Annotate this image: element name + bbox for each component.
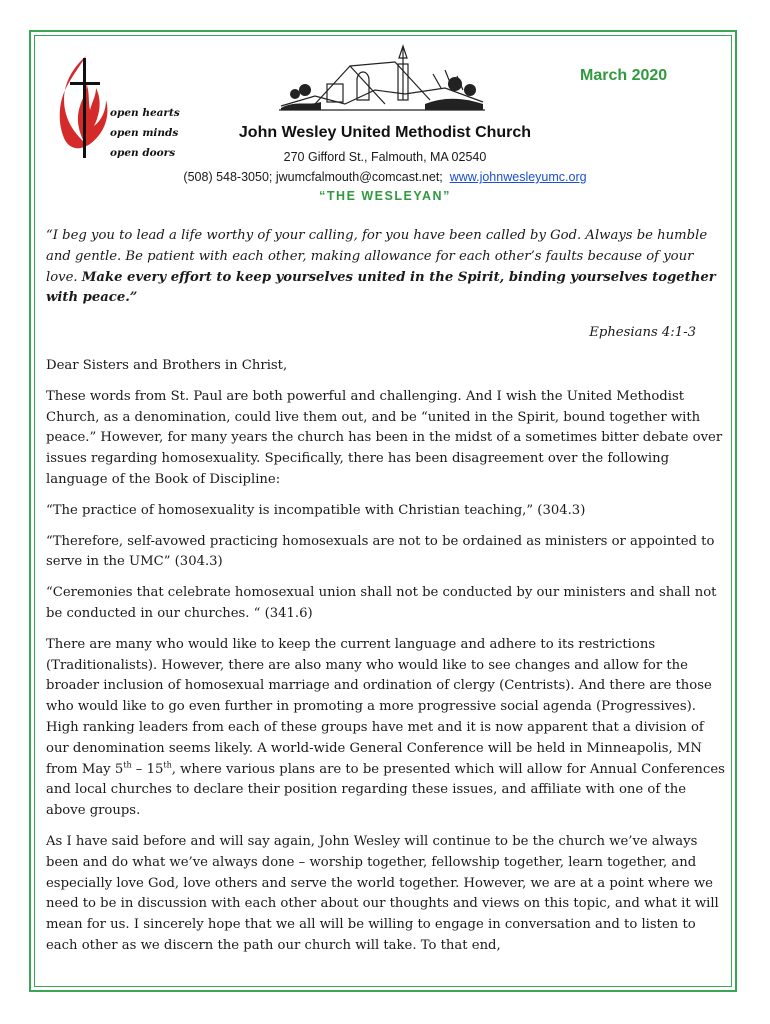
church-address: 270 Gifford St., Falmouth, MA 02540 — [283, 150, 487, 164]
paragraph-2-part-a: There are many who would like to keep the current language and adhere to its restrictions (Traditionalists). However, there are also many who would like to see changes and allow for the broader inclusion of homosexual marriage and ordination of clergy (Centrists). And there are those who would like to go even further in promoting a more progressive social agenda (Progressives). High ranking leaders from each of these groups have met and it is now apparent that a division of our denomination seems likely. A world-wide General Conference will be held in Minneapolis, MN from May 5 — [46, 636, 712, 777]
quote-bold-text: Make every effort to keep yourselves united in the Spirit, binding yourselves together with peace.” — [46, 269, 716, 306]
newsletter-date: March 2020 — [580, 67, 668, 84]
paragraph-2-part-c: , where various plans are to be presented which will allow for Annual Conferences and local churches to declare their position regarding these issues, and affiliate with one of the above groups. — [46, 761, 725, 819]
phone-email: (508) 548-3050; jwumcfalmouth@comcast.net; — [183, 170, 443, 184]
letter-body — [46, 226, 726, 967]
slogan-open-doors: open doors — [110, 147, 176, 159]
scripture-quote — [46, 226, 726, 309]
scripture-reference: Ephesians 4:1-3 — [589, 325, 696, 341]
paragraph-2 — [46, 635, 726, 822]
website-link[interactable]: www.johnwesleyumc.org — [449, 170, 587, 184]
discipline-citation-2: “Therefore, self-avowed practicing homosexuals are not to be ordained as ministers or appointed to serve in the UMC” (304.3) — [46, 533, 715, 570]
church-building-sketch — [275, 44, 490, 122]
newsletter-title: “THE WESLEYAN” — [319, 189, 451, 203]
superscript-th: th — [123, 760, 132, 770]
salutation: Dear Sisters and Brothers in Christ, — [46, 357, 288, 373]
church-name: John Wesley United Methodist Church — [238, 124, 532, 141]
paragraph-1: These words from St. Paul are both powerful and challenging. And I wish the United Methodist Church, as a denomination, could live them out, and be “united in the Spirit, bound together with peace.” However, for many years the church has been in the midst of a sometimes bitter debate over issues regarding homosexuality. Specifically, there has been disagreement over the following language of the Book of Discipline: — [46, 388, 723, 487]
discipline-citation-1: “The practice of homosexuality is incompatible with Christian teaching,” (304.3) — [46, 502, 586, 518]
paragraph-3: As I have said before and will say again, John Wesley will continue to be the church we’ve always been and do what we’ve always done – worship together, fellowship together, learn together, and especially love God, love others and serve the world together. However, we are at a point where we need to be in discussion with each other about our thoughts and views on this topic, and what it will mean for us. I sincerely hope that we all will be willing to engage in conversation and to listen to each other as we discern the path our church will take. To that end, — [46, 833, 719, 953]
cross-and-flame-logo — [56, 52, 112, 160]
contact-line — [0, 170, 770, 184]
slogan-open-hearts: open hearts — [110, 107, 180, 119]
slogan-open-minds: open minds — [110, 127, 179, 139]
quote-plain-text: “I beg you to lead a life worthy of your calling, for you have been called by God. Always be humble and gentle. Be patient with each other, making allowance for each other’s faults because of your love. — [46, 228, 708, 285]
paragraph-2-part-b: – 15 — [131, 761, 164, 777]
superscript-th: th — [163, 760, 172, 770]
discipline-citation-3: “Ceremonies that celebrate homosexual union shall not be conducted by our ministers and shall not be conducted in our churches. “ (341.6) — [46, 585, 717, 621]
